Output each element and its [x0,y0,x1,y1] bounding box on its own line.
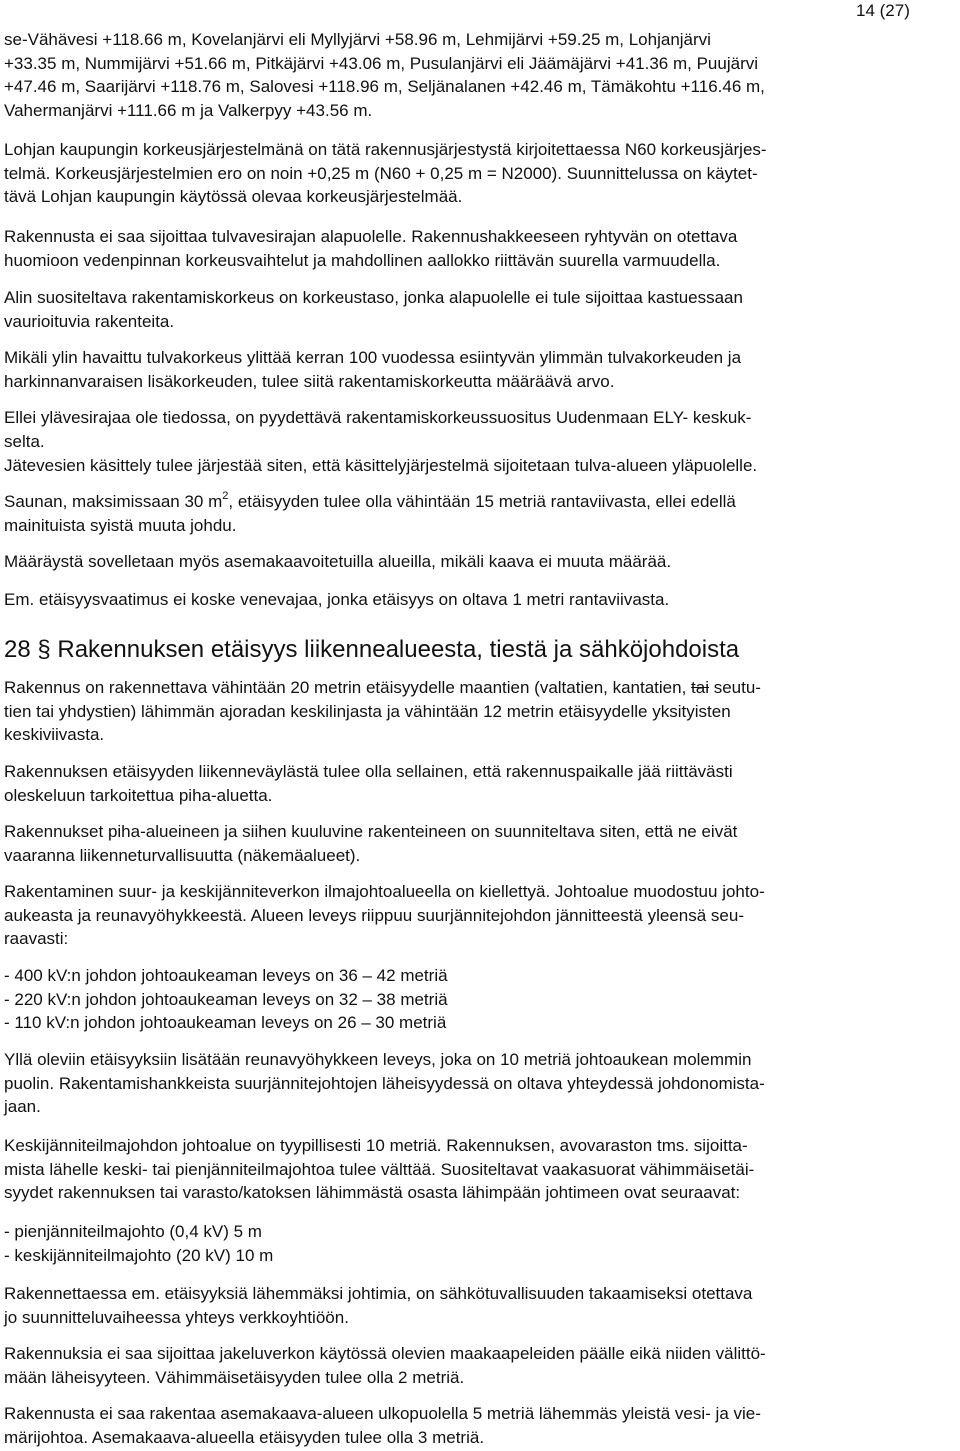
text-line: Rakennettaessa em. etäisyyksiä lähemmäksi johtimia, on sähkötuvallisuuden takaamiseksi otettava [4,1284,753,1303]
text-line: tien tai yhdystien) lähimmän ajoradan keskilinjasta ja vähintään 12 metrin etäisyydelle yksityisten [4,701,731,721]
list-item: - 110 kV:n johdon johtoaukeaman leveys on 26 – 30 metriä [4,1013,447,1032]
text-line: raavasti: [4,929,69,948]
sauna-text-start: Saunan, maksimissaan 30 m [4,492,223,511]
list-item: - pienjänniteilmajohto (0,4 kV) 5 m [4,1222,262,1241]
voltage-list [4,964,950,1035]
text-line: Yllä oleviin etäisyyksiin lisätään reunavyöhykkeen leveys, joka on 10 metriä johtoaukean molemmin [4,1050,752,1069]
roads-text-end: seutu- [709,678,761,697]
superscript-two: 2 [222,490,229,503]
ely-paragraph [4,406,950,453]
text-line: Mikäli ylin havaittu tulvakorkeus ylittää kerran 100 vuodessa esiintyvän ylimmän tulvakorkeuden ja [4,348,742,367]
cables-paragraph [4,1342,950,1389]
text-line: +47.46 m, Saarijärvi +118.76 m, Salovesi +118.96 m, Seljänalanen +42.46 m, Tämäkohtu +116.46 m, [4,77,765,96]
text-line: jo suunnitteluvaiheessa yhteys verkkoyhtiöön. [4,1307,349,1327]
text-line: vaurioituvia rakenteita. [4,311,175,331]
text-line: keskiviivasta. [4,725,105,744]
text-line: Keskijänniteilmajohdon johtoalue on tyypillisesti 10 metriä. Rakennuksen, avovaraston tms. sijoitta- [4,1136,748,1155]
text-line: syydet rakennuksen tai varasto/katoksen lähimmästä osasta lähimpään johtimeen ovat seuraavat: [4,1183,741,1202]
lake-levels-paragraph [4,28,950,122]
text-line: Ellei ylävesirajaa ole tiedossa, on pyydettävä rakentamiskorkeussuositus Uudenmaan ELY- keskuk- [4,408,752,427]
text-line: Rakennukset piha-alueineen ja siihen kuuluvine rakenteineen on suunniteltava siten, että ne eivät [4,822,738,841]
text-line: Määräystä sovelletaan myös asemakaavoitetuilla alueilla, mikäli kaava ei muuta määrää. [4,552,672,571]
utility-contact-paragraph [4,1282,950,1329]
zoning-paragraph [4,550,950,574]
text-line: telmä. Korkeusjärjestelmien ero on noin +0,25 m (N60 + 0,25 m = N2000). Suunnittelussa on käytet- [4,163,758,183]
text-line: Rakentaminen suur- ja keskijänniteverkon ilmajohtoalueella on kiellettyä. Johtoalue muodostuu johto- [4,882,765,901]
edge-zone-paragraph [4,1048,950,1119]
power-lines-paragraph [4,880,950,951]
sauna-paragraph [4,490,950,537]
text-line: oleskeluun tarkoitettua piha-aluetta. [4,785,273,805]
page-number: 14 (27) [856,1,910,20]
wastewater-paragraph [4,454,950,478]
roads-paragraph [4,676,950,747]
text-line: +33.35 m, Nummijärvi +51.66 m, Pitkäjärvi +43.06 m, Pusulanjärvi eli Jäämäjärvi +41.36 m, Puujärvi [4,53,759,73]
section-28-heading: 28 § Rakennuksen etäisyys liikennealueesta, tiestä ja sähköjohdoista [4,636,740,663]
text-line: tävä Lohjan kaupungin käytössä olevaa korkeusjärjestelmää. [4,187,463,206]
text-line: mään läheisyyteen. Vähimmäisetäisyyden tulee olla 2 metriä. [4,1367,465,1387]
text-line [4,676,950,700]
text-line: vaaranna liikenneturvallisuutta (näkemäalueet). [4,845,361,865]
text-line: Jätevesien käsittely tulee järjestää siten, että käsittelyjärjestelmä sijoitetaan tulva-alueen yläpuolelle. [4,456,758,475]
text-line: Vahermanjärvi +111.66 m ja Valkerpyy +43.56 m. [4,100,373,120]
list-item: - 400 kV:n johdon johtoaukeaman leveys on 36 – 42 metriä [4,966,448,985]
text-line: aukeasta ja reunavyöhykkeestä. Alueen leveys riippuu suurjännitejohdon jännitteestä yleensä seu- [4,905,744,925]
text-line: se-Vähävesi +118.66 m, Kovelanjärvi eli Myllyjärvi +58.96 m, Lehmijärvi +59.25 m, Lohjanjärvi [4,30,711,49]
text-line: Rakennuksia ei saa sijoittaa jakeluverkon käytössä olevien maakaapeleiden päälle eikä niiden välittö- [4,1344,766,1363]
text-line: puolin. Rakentamishankkeista suurjännitejohtojen läheisyydessä on oltava yhteydessä johdonomista- [4,1073,765,1093]
list-item: - 220 kV:n johdon johtoaukeaman leveys on 32 – 38 metriä [4,989,448,1009]
flood-limit-paragraph [4,225,950,272]
text-line: mainituista syistä muuta johdu. [4,515,237,535]
text-line: Rakennuksen etäisyyden liikenneväylästä tulee olla sellainen, että rakennuspaikalle jää riittävästi [4,762,733,781]
sauna-text-end: , etäisyyden tulee olla vähintään 15 metriä rantaviivasta, ellei edellä [228,492,736,511]
text-line: harkinnanvaraisen lisäkorkeuden, tulee siitä rakentamiskorkeutta määräävä arvo. [4,371,615,391]
height-system-paragraph [4,138,950,209]
traffic-route-paragraph [4,760,950,807]
list-item: - keskijänniteilmajohto (20 kV) 10 m [4,1245,274,1265]
outside-plan-paragraph [4,1402,950,1449]
flood-100-paragraph [4,346,950,393]
text-line: Lohjan kaupungin korkeusjärjestelmänä on tätä rakennusjärjestystä kirjoitettaessa N60 korkeusjärjes- [4,140,767,159]
text-line: märijohtoa. Asemakaava-alueella etäisyyden tulee olla 3 metriä. [4,1427,485,1447]
distance-list [4,1220,950,1267]
struck-word: tai [691,678,709,697]
yard-paragraph [4,820,950,867]
text-line: huomioon vedenpinnan korkeusvaihtelut ja mahdollinen aallokko riittävän suurella varmuudella. [4,250,721,270]
text-line: Rakennusta ei saa rakentaa asemakaava-alueen ulkopuolella 5 metriä lähemmäs yleistä vesi- ja vie- [4,1404,761,1423]
boathouse-paragraph [4,588,950,612]
text-line: Alin suositeltava rakentamiskorkeus on korkeustaso, jonka alapuolelle ei tule sijoittaa kastuessaan [4,288,743,307]
text-line: selta. [4,431,45,451]
text-line: jaan. [4,1097,41,1116]
text-line: mista lähelle keski- tai pienjänniteilmajohtoa tulee välttää. Suositeltavat vaakasuorat vähimmäisetäi- [4,1159,755,1179]
building-level-paragraph [4,286,950,333]
roads-text-start: Rakennus on rakennettava vähintään 20 metrin etäisyydelle maantien (valtatien, kantatien, [4,678,692,697]
text-line: Em. etäisyysvaatimus ei koske venevajaa, jonka etäisyys on oltava 1 metri rantaviivasta. [4,590,670,609]
medium-voltage-paragraph [4,1134,950,1205]
text-line: Rakennusta ei saa sijoittaa tulvavesirajan alapuolelle. Rakennushakkeeseen ryhtyvän on otettava [4,227,738,246]
text-line [4,490,950,514]
